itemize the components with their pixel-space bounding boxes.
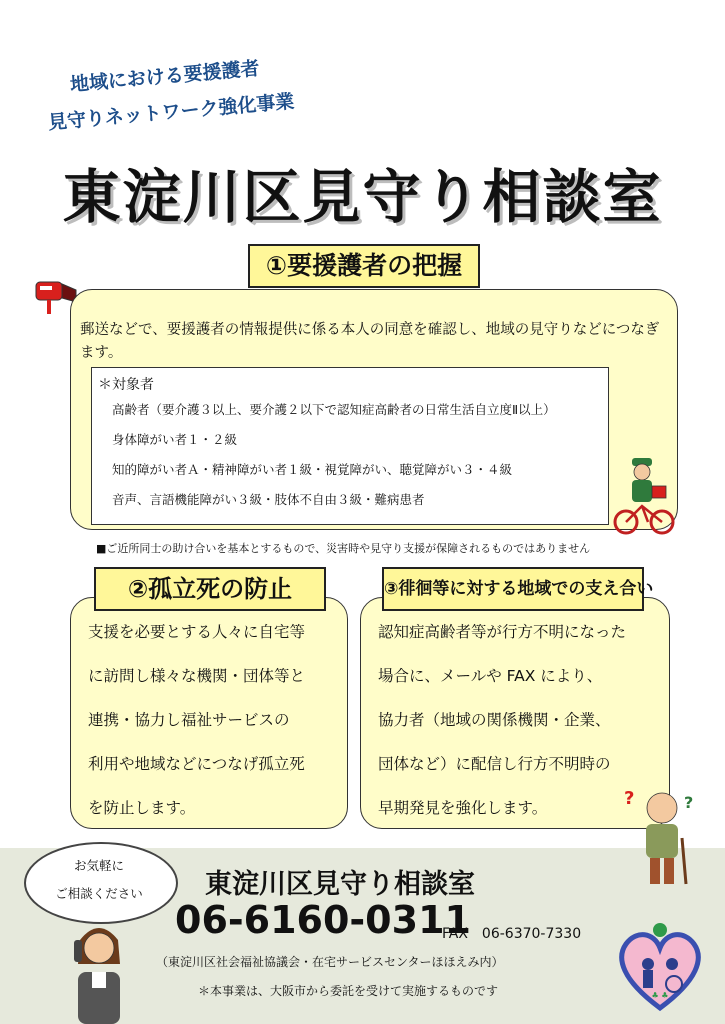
svg-text:?: ? — [684, 793, 694, 812]
phone-number: 06-6160-0311 — [175, 898, 471, 942]
footer-disclaimer: ＊本事業は、大阪市から委託を受けて実施するものです — [198, 984, 499, 998]
target-item: 音声、言語機能障がい３級・肢体不自由３級・難病患者 — [112, 492, 425, 507]
fax-number: FAX 06-6370-7330 — [442, 926, 582, 942]
bubble-line-2: ご相談ください — [55, 886, 143, 901]
target-heading: ＊対象者 — [98, 377, 154, 393]
elderly-man-icon — [622, 778, 702, 888]
section2-line: 連携・協力し福祉サービスの — [88, 711, 290, 729]
postman-bicycle-icon — [612, 452, 676, 536]
section3-line: 団体など）に配信し行方不明時の — [378, 755, 611, 773]
bubble-line-1: お気軽に — [73, 858, 124, 873]
speech-bubble — [24, 842, 178, 924]
subtitle-line-2: 見守りネットワーク強化事業 — [47, 90, 296, 134]
section1-body: 郵送などで、要援護者の情報提供に係る本人の同意を確認し、地域の見守りなどにつなぎます。 — [80, 322, 660, 361]
section3-line: 協力者（地域の関係機関・企業、 — [378, 711, 611, 729]
section3-body — [378, 610, 626, 830]
footer-org-name: 東淀川区見守り相談室 — [205, 869, 475, 900]
subtitle-line-1: 地域における要援護者 — [69, 57, 261, 96]
svg-text:?: ? — [624, 788, 635, 809]
page-title: 東淀川区見守り相談室 — [62, 163, 663, 231]
target-item: 高齢者（要介護３以上、要介護２以下で認知症高齢者の日常生活自立度Ⅱ以上） — [112, 402, 556, 417]
section3-line: 認知症高齢者等が行方不明になった — [378, 623, 627, 641]
section1-note: ■ご近所同士の助け合いを基本とするもので、災害時や見守り支援が保障されるものではありません — [96, 542, 591, 555]
section3-line: 早期発見を強化します。 — [378, 799, 548, 817]
operator-woman-icon — [66, 918, 132, 1024]
target-item: 知的障がい者Ａ・精神障がい者１級・視覚障がい、聴覚障がい３・４級 — [112, 462, 513, 477]
section3-label: ③徘徊等に対する地域での支え合い — [382, 567, 644, 611]
svg-text:♣ ♣: ♣ ♣ — [651, 991, 669, 1000]
section2-line: 利用や地域などにつなげ孤立死 — [88, 755, 305, 773]
section2-line: 支援を必要とする人々に自宅等 — [88, 623, 306, 641]
heart-logo-icon — [612, 918, 708, 1018]
section2-line: を防止します。 — [88, 799, 196, 817]
section2-body — [88, 610, 305, 830]
section2-line: に訪問し様々な機関・団体等と — [88, 667, 306, 685]
operator-org: （東淀川区社会福祉協議会・在宅サービスセンターほほえみ内） — [156, 955, 504, 969]
section1-label: ①要援護者の把握 — [248, 244, 480, 288]
target-item: 身体障がい者１・２級 — [112, 432, 238, 447]
section2-label: ②孤立死の防止 — [94, 567, 326, 611]
section3-line: 場合に、メールや FAX により、 — [378, 667, 603, 685]
